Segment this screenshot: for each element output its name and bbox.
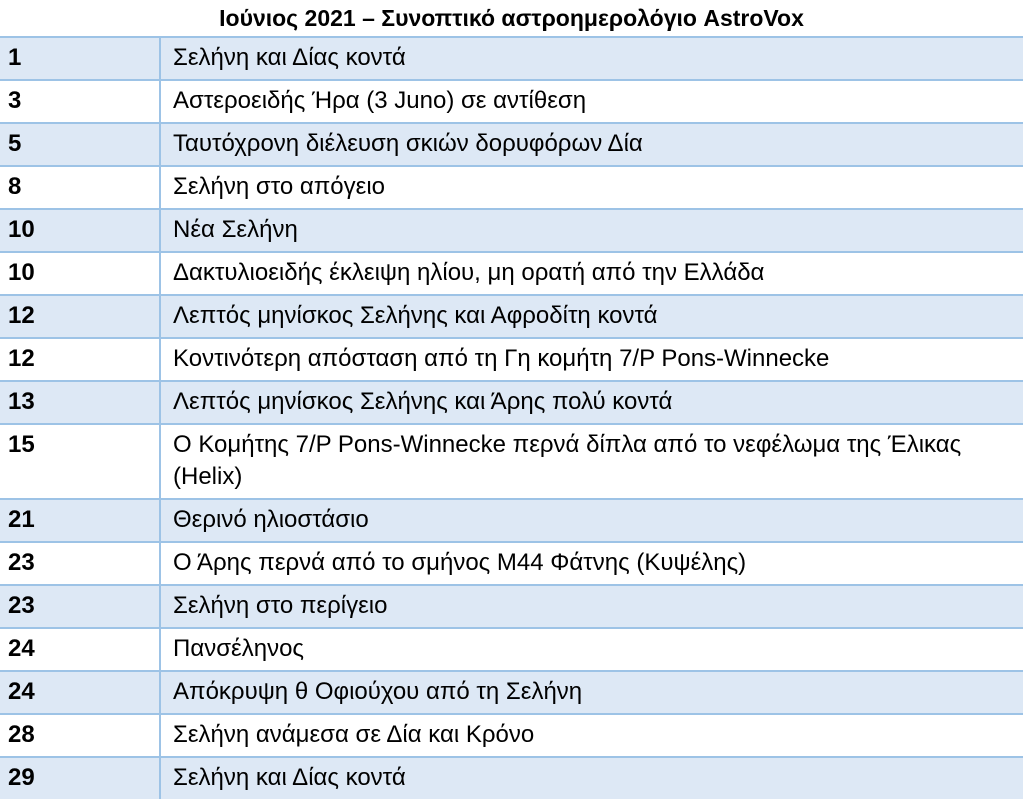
event-cell: Σελήνη ανάμεσα σε Δία και Κρόνο bbox=[160, 714, 1023, 757]
day-cell: 24 bbox=[0, 628, 160, 671]
table-row bbox=[0, 381, 1023, 424]
event-cell: Σελήνη στο περίγειο bbox=[160, 585, 1023, 628]
event-cell: Κοντινότερη απόσταση από τη Γη κομήτη 7/P Pons-Winnecke bbox=[160, 338, 1023, 381]
day-cell: 21 bbox=[0, 499, 160, 542]
day-cell: 1 bbox=[0, 37, 160, 80]
table-title: Ιούνιος 2021 – Συνοπτικό αστροημερολόγιο AstroVox bbox=[0, 0, 1023, 37]
day-cell: 23 bbox=[0, 585, 160, 628]
day-cell: 12 bbox=[0, 338, 160, 381]
table-row bbox=[0, 542, 1023, 585]
event-cell: Σελήνη και Δίας κοντά bbox=[160, 757, 1023, 799]
table-body bbox=[0, 37, 1023, 799]
day-cell: 10 bbox=[0, 252, 160, 295]
event-cell: Λεπτός μηνίσκος Σελήνης και Άρης πολύ κοντά bbox=[160, 381, 1023, 424]
table-row bbox=[0, 166, 1023, 209]
day-cell: 15 bbox=[0, 424, 160, 499]
table-row bbox=[0, 209, 1023, 252]
table-row bbox=[0, 123, 1023, 166]
day-cell: 29 bbox=[0, 757, 160, 799]
table-row bbox=[0, 757, 1023, 799]
day-cell: 10 bbox=[0, 209, 160, 252]
event-cell: Ταυτόχρονη διέλευση σκιών δορυφόρων Δία bbox=[160, 123, 1023, 166]
table-row bbox=[0, 671, 1023, 714]
table-row bbox=[0, 338, 1023, 381]
table-row bbox=[0, 499, 1023, 542]
day-cell: 5 bbox=[0, 123, 160, 166]
event-cell: Λεπτός μηνίσκος Σελήνης και Αφροδίτη κοντά bbox=[160, 295, 1023, 338]
day-cell: 24 bbox=[0, 671, 160, 714]
day-cell: 3 bbox=[0, 80, 160, 123]
table-row bbox=[0, 295, 1023, 338]
day-cell: 13 bbox=[0, 381, 160, 424]
event-cell: Ο Κομήτης 7/P Pons-Winnecke περνά δίπλα από το νεφέλωμα της Έλικας (Helix) bbox=[160, 424, 1023, 499]
event-cell: Σελήνη και Δίας κοντά bbox=[160, 37, 1023, 80]
day-cell: 28 bbox=[0, 714, 160, 757]
event-cell: Πανσέληνος bbox=[160, 628, 1023, 671]
event-cell: Απόκρυψη θ Οφιούχου από τη Σελήνη bbox=[160, 671, 1023, 714]
event-cell: Αστεροειδής Ήρα (3 Juno) σε αντίθεση bbox=[160, 80, 1023, 123]
event-cell: Θερινό ηλιοστάσιο bbox=[160, 499, 1023, 542]
table-row bbox=[0, 424, 1023, 499]
event-cell: Ο Άρης περνά από το σμήνος Μ44 Φάτνης (Κυψέλης) bbox=[160, 542, 1023, 585]
table-row bbox=[0, 628, 1023, 671]
event-cell: Νέα Σελήνη bbox=[160, 209, 1023, 252]
day-cell: 12 bbox=[0, 295, 160, 338]
table-row bbox=[0, 714, 1023, 757]
event-cell: Σελήνη στο απόγειο bbox=[160, 166, 1023, 209]
event-cell: Δακτυλιοειδής έκλειψη ηλίου, μη ορατή από την Ελλάδα bbox=[160, 252, 1023, 295]
day-cell: 23 bbox=[0, 542, 160, 585]
table-row bbox=[0, 37, 1023, 80]
day-cell: 8 bbox=[0, 166, 160, 209]
title-row bbox=[0, 0, 1023, 37]
table-row bbox=[0, 585, 1023, 628]
table-row bbox=[0, 80, 1023, 123]
table-row bbox=[0, 252, 1023, 295]
